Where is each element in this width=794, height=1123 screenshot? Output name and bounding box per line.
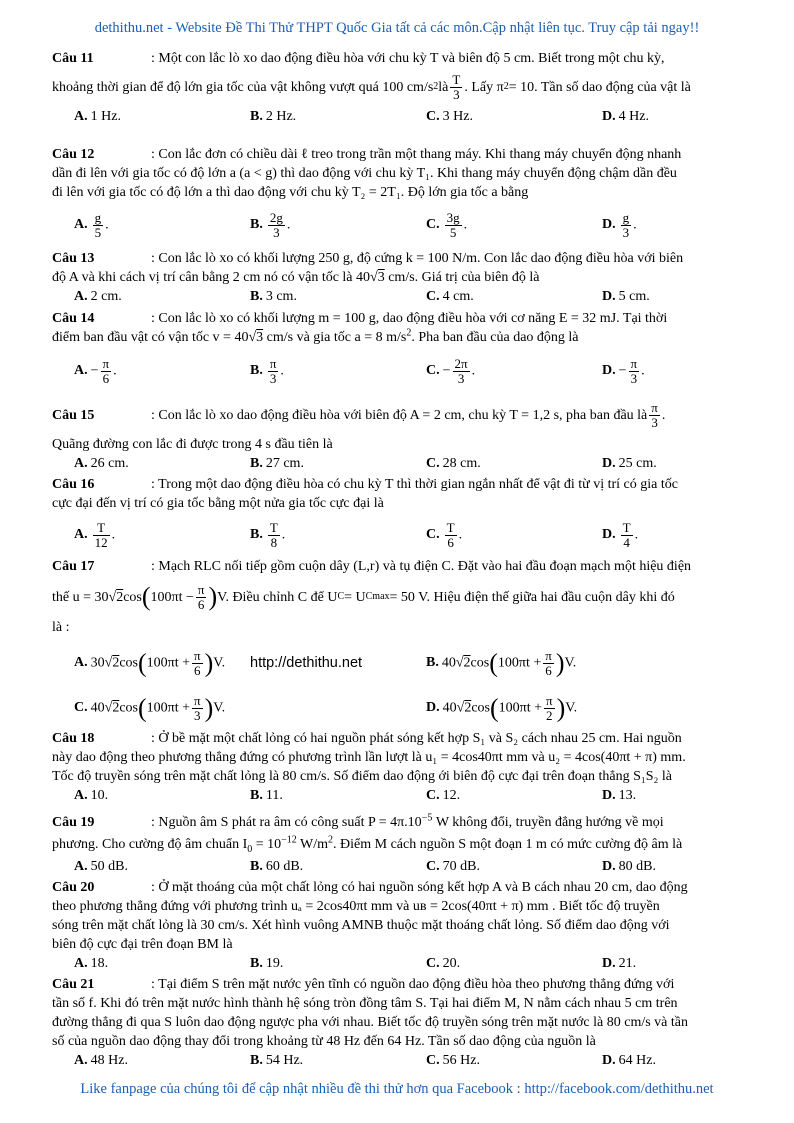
answer-options	[52, 513, 752, 557]
question-14: Câu 14 : Con lắc lò xo có khối lượng m = 100 g, dao động điều hòa với cơ năng E = 32 mJ. Tại thời điểm ban đầu vật có vận tốc v = 40√3 cm/s và gia tốc a = 8 $m/s^2$. Pha ban đầu của dao động là A. − $\frac{\pi}{6}$ . B. $\frac{\pi}{3}$ . C. − $\frac{2\pi}{3}$ . D. − $\frac{\pi}{3}$ .	[52, 309, 752, 395]
question-20	[52, 878, 752, 975]
option-c[interactable]: C. 28 cm.	[426, 456, 481, 471]
question-text: : Con lắc đơn có chiều dài ℓ treo trong trần một thang máy. Khi thang máy chuyển động nhanh	[151, 147, 682, 162]
watermark-link[interactable]: http://dethithu.net	[250, 654, 363, 671]
option-c[interactable]: C. $\frac{T}{6}$ .	[426, 519, 463, 550]
option-d[interactable]: D. $\frac{g}{3}$ .	[602, 209, 637, 240]
question-text: biên độ cực đại trên đoạn BM là	[52, 937, 233, 952]
option-d[interactable]: D. 5 cm.	[602, 289, 650, 304]
option-d[interactable]: D. 80 dB.	[602, 859, 656, 874]
option-b[interactable]: B. 60 dB.	[250, 859, 304, 874]
question-text: là :	[52, 620, 70, 635]
option-b[interactable]: B. 54 Hz.	[250, 1053, 304, 1068]
question-text: đi lên với gia tốc có độ lớn a thì dao động với chu kỳ T₂ = 2T₁. Độ lớn gia tốc a bằng	[52, 185, 529, 200]
question-text: tần số f. Khi đó trên mặt nước hình thành hệ sóng tròn đồng tâm S. Tại hai điểm M, N nằm cách nhau 5 cm trên	[52, 996, 678, 1011]
question-text: cm/s. Giá trị của biên độ là	[384, 270, 540, 285]
question-number: Câu 15	[52, 407, 95, 423]
option-a[interactable]: A. 1 Hz.	[74, 109, 121, 124]
option-a[interactable]: A. 2 cm.	[74, 289, 122, 304]
question-text: : Ở bề mặt một chất lỏng có hai nguồn phát sóng kết hợp S₁ và S₂ cách nhau 25 cm. Hai nguồn	[151, 731, 682, 746]
question-number: Câu 19	[52, 815, 95, 830]
answer-options	[52, 685, 752, 731]
question-text: Tốc độ truyền sóng trên mặt chất lỏng là 80 cm/s. Số điểm dao động ới biên độ cực đại trên đoạn thẳng S₁S₂ là	[52, 769, 673, 784]
question-number: Câu 18	[52, 731, 95, 746]
option-d[interactable]: D. 13.	[602, 788, 637, 803]
question-text: là	[438, 79, 449, 95]
question-text: số của nguồn dao động thay đổi trong khoảng từ 48 Hz đến 64 Hz. Tần số dao động của nguồn là	[52, 1034, 596, 1049]
question-text: theo phương thẳng đứng với phương trình uₐ = 2cos40πt mm và uʙ = 2cos(40πt + π) mm . Biết tốc độ truyền	[52, 899, 660, 914]
question-number: Câu 12	[52, 147, 95, 162]
option-d[interactable]: D. 64 Hz.	[602, 1053, 656, 1068]
option-b[interactable]: B. 11.	[250, 788, 283, 803]
question-12	[52, 145, 752, 249]
question-text: . Pha ban đầu của dao động là	[411, 330, 579, 345]
question-number: Câu 17	[52, 559, 95, 574]
answer-options	[52, 347, 752, 395]
option-a[interactable]: A. − $\frac{\pi}{6}$ .	[74, 355, 117, 386]
option-a[interactable]: A. 30√2cos(100πt + $\frac{\pi}{6}$ )V.	[74, 647, 226, 678]
question-16	[52, 475, 752, 557]
question-text: điểm ban đầu vật có vận tốc v = 40	[52, 330, 249, 345]
option-d[interactable]: D. − $\frac{\pi}{3}$ .	[602, 355, 645, 386]
question-text: dần đi lên với gia tốc có độ lớn a (a < g) thì dao động với chu kỳ T₁. Khi thang máy chuyển động chậm dần đều	[52, 166, 677, 181]
question-text: thế u = 30	[52, 589, 109, 605]
answer-options	[52, 107, 752, 126]
question-list	[52, 49, 752, 1070]
option-a[interactable]: A. 26 cm.	[74, 456, 129, 471]
option-d[interactable]: D. 4 Hz.	[602, 109, 649, 124]
answer-options	[52, 857, 752, 876]
question-18	[52, 729, 752, 813]
question-text: : Ở mặt thoáng của một chất lỏng có hai nguồn sóng kết hợp A và B cách nhau 20 cm, dao động	[151, 880, 688, 895]
option-b[interactable]: B. 19.	[250, 956, 284, 971]
answer-options	[52, 641, 752, 685]
question-15: Câu 15 : Con lắc lò xo dao động điều hòa với biên độ A = 2 cm, chu kỳ T = 1,2 s, pha ban đầu là $\frac{\pi}{3}$ . Quãng đường con lắc đi được trong 4 s đầu tiên là A. 26 cm. B. 27 cm. C. 28 cm. D. 25 cm.	[52, 395, 752, 475]
question-11: Câu 11 : Một con lắc lò xo dao động điều hòa với chu kỳ T và biên độ 5 cm. Biết trong một chu kỳ, khoảng thời gian để độ lớn gia tốc của vật không vượt quá 100 cm/s 2 là $\frac{T}{3}$ . Lấy π 2 = 10. Tần số dao động của vật là A. 1 Hz. B. 2 Hz. C. 3 Hz. D. 4 Hz.	[52, 49, 752, 145]
option-a[interactable]: A. $\frac{g}{5}$ .	[74, 209, 109, 240]
option-c[interactable]: C. 70 dB.	[426, 859, 480, 874]
question-text: : Tại điểm S trên mặt nước yên tĩnh có nguồn dao động điều hòa theo phương thẳng đứng với	[151, 977, 675, 992]
question-17: Câu 17 : Mạch RLC nối tiếp gồm cuộn dây (L,r) và tụ điện C. Đặt vào hai đầu đoạn mạch một hiệu điện thế u = 30 √ 2 cos ( 100πt − $\frac{\pi}{6}$ ) V. Điều chỉnh C để U C = U Cmax = 50 V. Hiệu điện thế giữa hai đầu cuộn dây khi đó là : A. 30√2cos(100πt + $\frac{\pi}{6}$ )V. http://dethithu.net B. 40√2cos(100πt + $\frac{\pi}{6}$ )V. C. 40√2cos(100πt + $\frac{\pi}{3}$ )V. D. 40√2cos(100πt + $\frac{\pi}{2}$ )V.	[52, 557, 752, 729]
option-b[interactable]: B. 2 Hz.	[250, 109, 297, 124]
question-number: Câu 21	[52, 977, 95, 992]
option-a[interactable]: A. 50 dB.	[74, 859, 128, 874]
question-text: . Lấy π	[464, 79, 504, 95]
question-text: : Mạch RLC nối tiếp gồm cuộn dây (L,r) và tụ điện C. Đặt vào hai đầu đoạn mạch một hiệu điện	[151, 559, 692, 574]
question-number: Câu 13	[52, 251, 95, 266]
answer-options	[52, 1051, 752, 1070]
option-a[interactable]: A. $\frac{T}{12}$ .	[74, 519, 116, 550]
answer-options	[52, 954, 752, 973]
question-text: : Nguồn âm S phát ra âm có công suất P = 4π.10	[151, 815, 422, 830]
question-text: : Con lắc lò xo có khối lượng m = 100 g, dao động điều hòa với cơ năng E = 32 mJ. Tại thời	[151, 311, 668, 326]
option-c[interactable]: C. 12.	[426, 788, 461, 803]
answer-options	[52, 287, 752, 306]
question-text: : Con lắc lò xo có khối lượng 250 g, độ cứng k = 100 N/m. Con lắc dao động điều hòa với biên	[151, 251, 684, 266]
question-text: đường thẳng đi qua S luôn dao động ngược pha với nhau. Biết tốc độ truyền sóng trên mặt nước là 80 cm/s và tần	[52, 1015, 688, 1030]
page-header: dethithu.net - Website Đề Thi Thử THPT Quốc Gia tất cả các môn.Cập nhật liên tục. Truy cập tải ngay!!	[94, 20, 700, 36]
option-b[interactable]: B. 3 cm.	[250, 289, 297, 304]
question-text: độ A và khi cách vị trí cân bằng 2 cm nó có vận tốc là 40	[52, 270, 371, 285]
option-c[interactable]: C. $\frac{3g}{5}$ .	[426, 209, 468, 240]
option-c[interactable]: C. 40√2cos(100πt + $\frac{\pi}{3}$ )V.	[74, 692, 226, 723]
question-13: Câu 13 : Con lắc lò xo có khối lượng 250 g, độ cứng k = 100 N/m. Con lắc dao động điều hòa với biên độ A và khi cách vị trí cân bằng 2 cm nó có vận tốc là 40√3 cm/s. Giá trị của biên độ là A. 2 cm. B. 3 cm. C. 4 cm. D. 5 cm.	[52, 249, 752, 309]
option-d[interactable]: D. 21.	[602, 956, 637, 971]
option-a[interactable]: A. 10.	[74, 788, 109, 803]
question-number: Câu 16	[52, 477, 95, 492]
option-b[interactable]: B. 40√2cos(100πt + $\frac{\pi}{6}$ )V.	[426, 647, 577, 678]
question-text: : Trong một dao động điều hòa có chu kỳ T thì thời gian ngắn nhất để vật đi từ vị trí có gia tốc	[151, 477, 678, 492]
option-b[interactable]: B. 27 cm.	[250, 456, 304, 471]
option-c[interactable]: C. 20.	[426, 956, 461, 971]
question-19: Câu 19 : Nguồn âm S phát ra âm có công suất $P = 4\pi.10^{-5}$ W không đổi, truyền đẳng hướng về mọi phương. Cho cường độ âm chuẩn $I_0 = 10^{-12}$ $W/m^2$. Điểm M cách nguồn S một đoạn 1 m có mức cường độ âm là A. 50 dB. B. 60 dB. C. 70 dB. D. 80 dB.	[52, 813, 752, 878]
option-a[interactable]: A. 18.	[74, 956, 109, 971]
question-text: cm/s và gia tốc a = 8 m/s	[263, 330, 407, 345]
page-footer[interactable]: Like fanpage của chúng tôi để cập nhật nhiều đề thi thử hơn qua Facebook : http://facebook.com/dethithu.net	[80, 1081, 714, 1097]
question-text: phương. Cho cường độ âm chuẩn I	[52, 837, 248, 852]
option-c[interactable]: C. 3 Hz.	[426, 109, 473, 124]
question-text: này dao động theo phương thẳng đứng có phương trình lần lượt là u₁ = 4cos40πt mm và u₂ = 4cos(40πt + π) mm.	[52, 750, 686, 765]
question-number: Câu 20	[52, 880, 95, 895]
fraction: $\frac{T}{3}$	[452, 71, 461, 102]
question-number: Câu 11	[52, 51, 94, 66]
question-text: Quãng đường con lắc đi được trong 4 s đầu tiên là	[52, 437, 333, 452]
question-text: : Một con lắc lò xo dao động điều hòa với chu kỳ T và biên độ 5 cm. Biết trong một chu kỳ,	[151, 51, 665, 66]
answer-options	[52, 454, 752, 473]
option-c[interactable]: C. 4 cm.	[426, 289, 474, 304]
answer-options	[52, 202, 752, 248]
option-d[interactable]: D. 25 cm.	[602, 456, 657, 471]
option-a[interactable]: A. 48 Hz.	[74, 1053, 128, 1068]
question-21	[52, 975, 752, 1070]
option-b[interactable]: B. $\frac{\pi}{3}$ .	[250, 355, 284, 386]
question-number: Câu 14	[52, 311, 95, 326]
question-text: sóng trên mặt chất lỏng là 30 cm/s. Xét hình vuông AMNB thuộc mặt thoáng chất lỏng. Số điểm dao động với	[52, 918, 670, 933]
question-text: cực đại đến vị trí có gia tốc bằng một nửa gia tốc cực đại là	[52, 496, 384, 511]
question-text: : Con lắc lò xo dao động điều hòa với biên độ A = 2 cm, chu kỳ T = 1,2 s, pha ban đầu là	[151, 407, 648, 423]
option-d[interactable]: D. 40√2cos(100πt + $\frac{\pi}{2}$ )V.	[426, 692, 578, 723]
option-b[interactable]: B. $\frac{2g}{3}$ .	[250, 209, 291, 240]
question-text: = 10. Tần số dao động của vật là	[508, 79, 691, 95]
answer-options	[52, 786, 752, 805]
option-c[interactable]: C. − $\frac{2\pi}{3}$ .	[426, 355, 476, 386]
option-b[interactable]: B. $\frac{T}{8}$ .	[250, 519, 286, 550]
option-d[interactable]: D. $\frac{T}{4}$ .	[602, 519, 639, 550]
question-text: khoảng thời gian để độ lớn gia tốc của vật không vượt quá 100 cm/s	[52, 79, 434, 95]
option-c[interactable]: C. 56 Hz.	[426, 1053, 480, 1068]
